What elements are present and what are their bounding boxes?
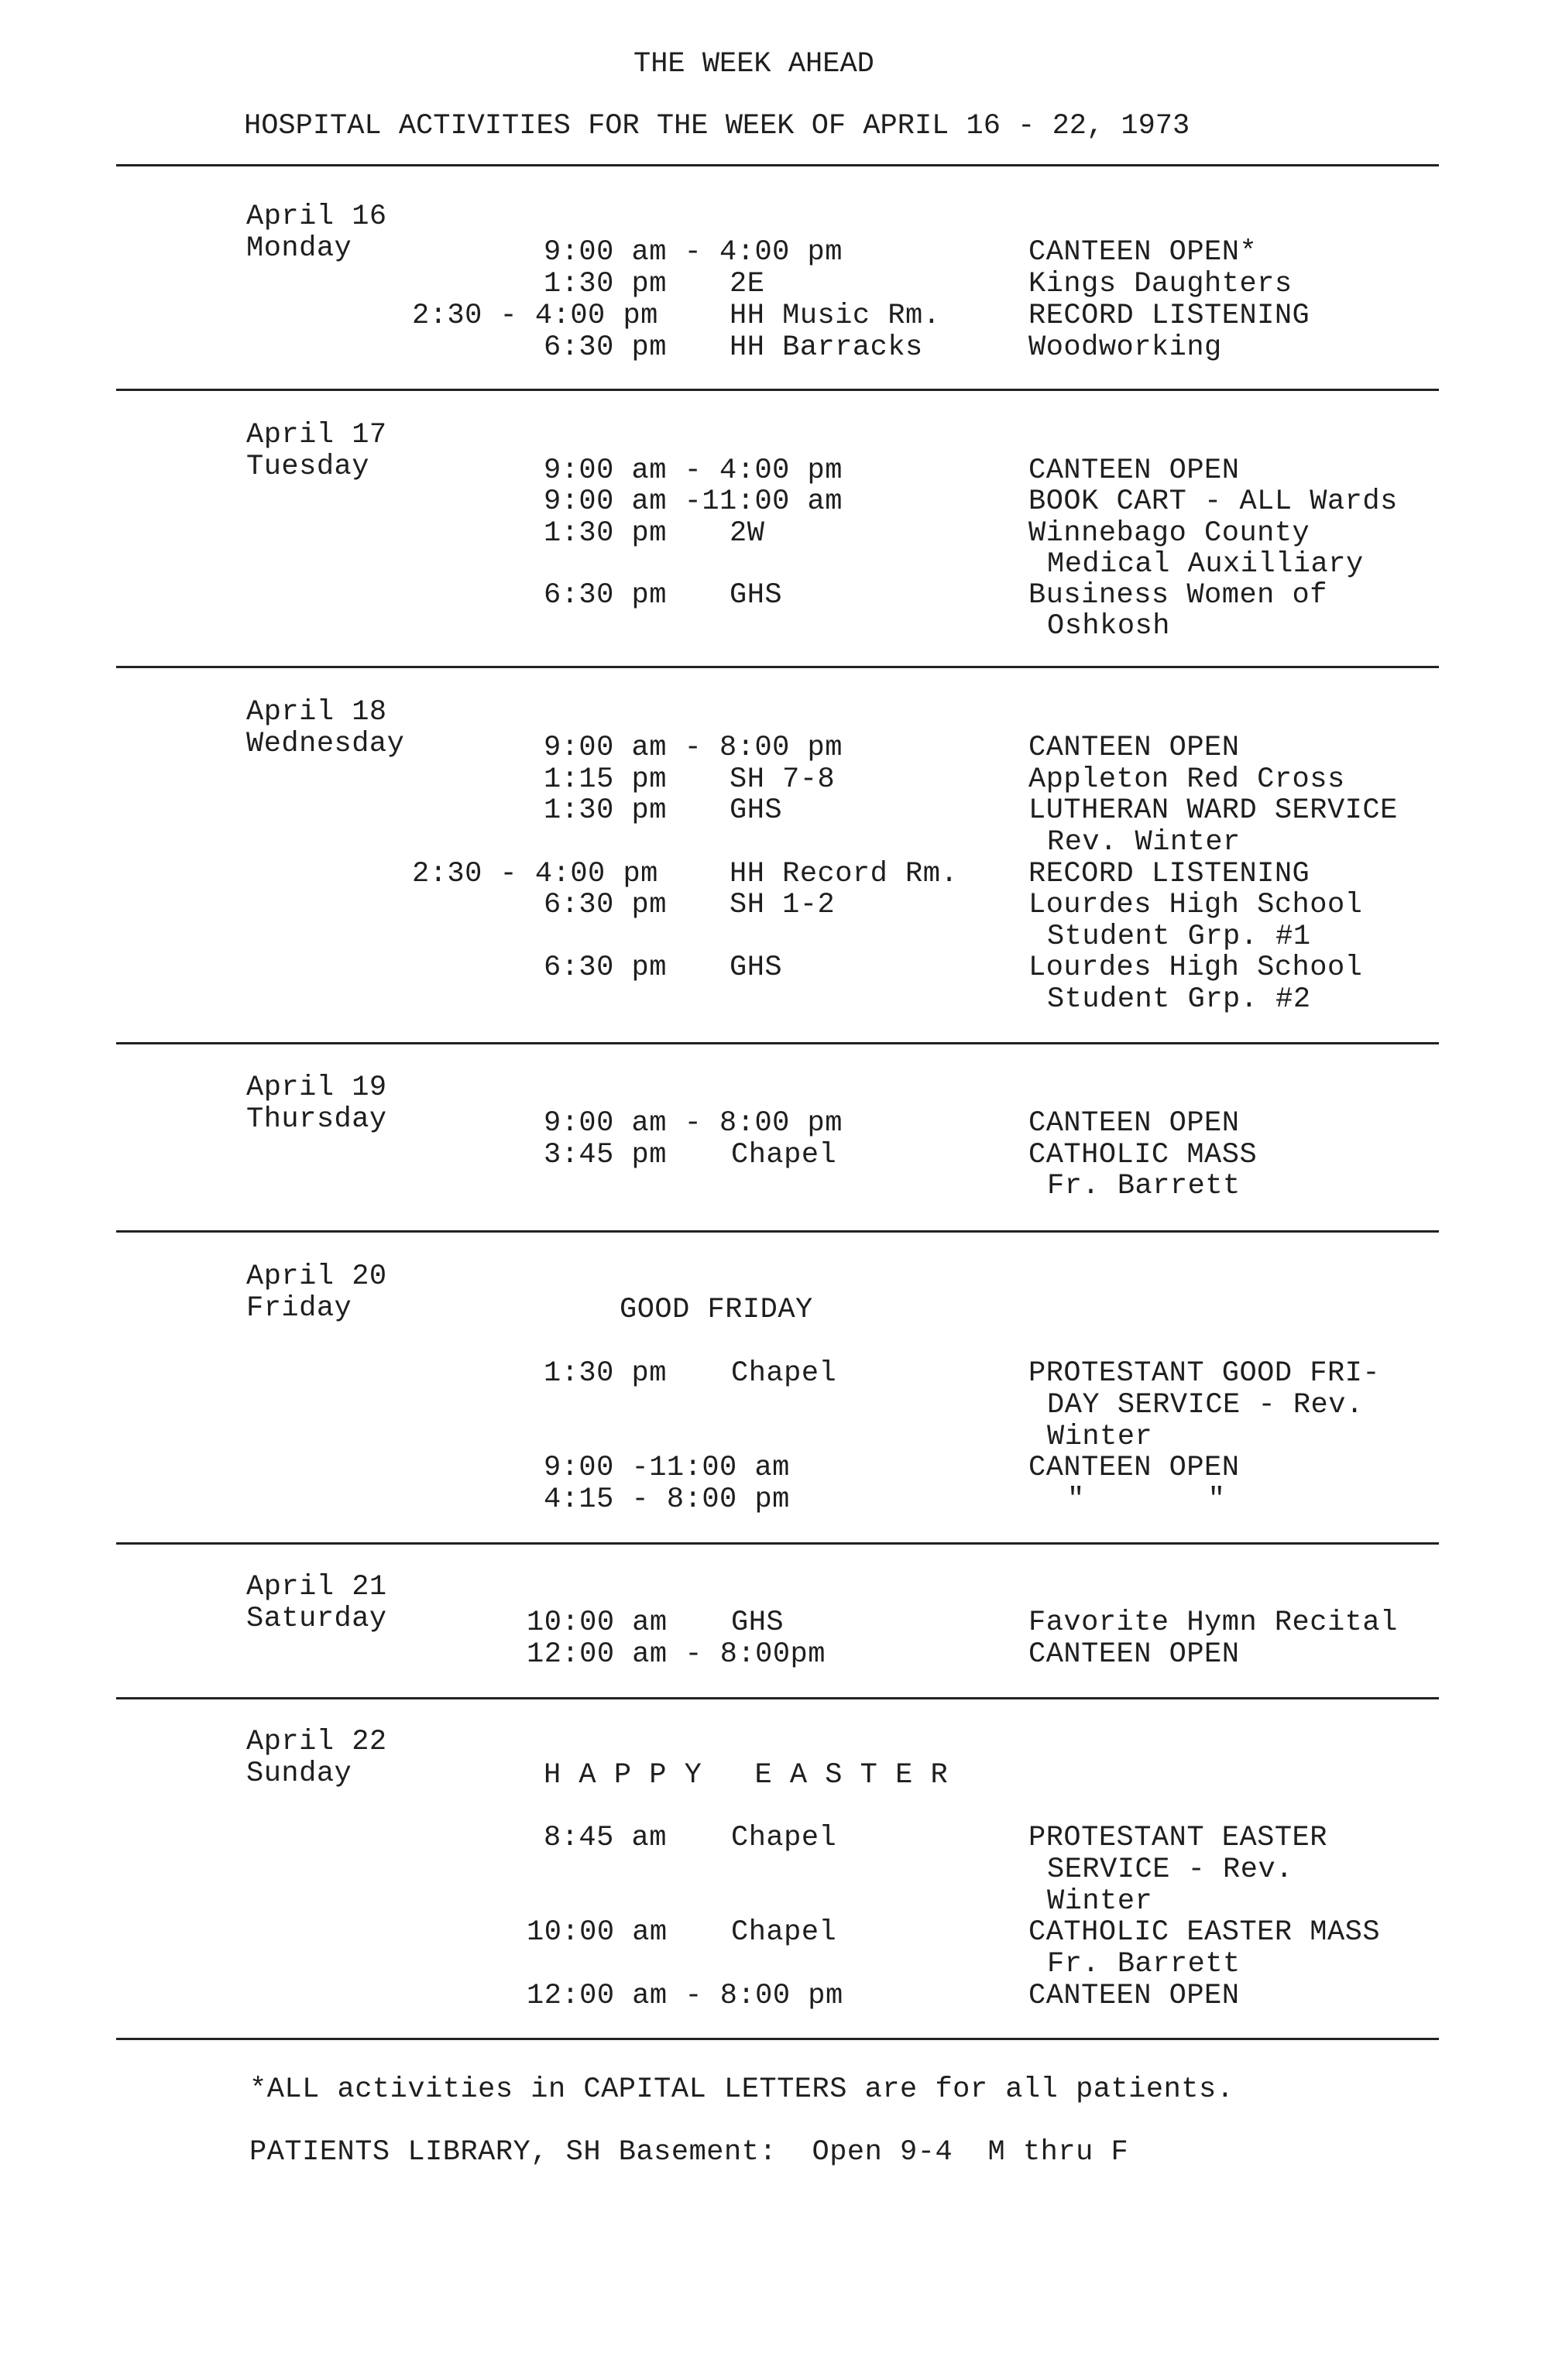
- day-weekday: Wednesday: [246, 728, 405, 760]
- entry-place: HH Music Rm.: [730, 300, 941, 332]
- day-weekday: Tuesday: [246, 451, 369, 483]
- entry-activity-cont: Winter: [1047, 1885, 1153, 1918]
- entry-time: 1:30 pm: [544, 1357, 667, 1390]
- library-hours: PATIENTS LIBRARY, SH Basement: Open 9-4 M thru F: [249, 2136, 1129, 2169]
- entry-place: SH 7-8: [730, 763, 836, 796]
- day-date: April 17: [246, 419, 387, 451]
- divider: [116, 666, 1439, 668]
- entry-activity: CATHOLIC EASTER MASS: [1028, 1916, 1381, 1949]
- day-heading: H A P P Y E A S T E R: [544, 1759, 949, 1792]
- entry-time: 9:00 -11:00 am: [544, 1452, 790, 1484]
- entry-activity: RECORD LISTENING: [1028, 858, 1310, 890]
- day-weekday: Thursday: [246, 1103, 387, 1136]
- divider: [116, 1042, 1439, 1044]
- entry-place: HH Record Rm.: [730, 858, 959, 890]
- entry-place: Chapel: [731, 1822, 837, 1854]
- page-title: THE WEEK AHEAD: [633, 48, 874, 81]
- footnote: *ALL activities in CAPITAL LETTERS are for all patients.: [249, 2073, 1234, 2106]
- entry-time: 1:30 pm: [544, 268, 667, 300]
- entry-activity: CANTEEN OPEN: [1028, 454, 1240, 487]
- day-date: April 16: [246, 201, 387, 233]
- entry-activity-cont: Student Grp. #1: [1047, 921, 1311, 953]
- entry-activity: CANTEEN OPEN*: [1028, 236, 1258, 269]
- entry-activity-cont: Rev. Winter: [1047, 826, 1241, 859]
- entry-time: 4:15 - 8:00 pm: [544, 1483, 790, 1516]
- entry-time: 2:30 - 4:00 pm: [412, 858, 658, 890]
- entry-activity: PROTESTANT GOOD FRI-: [1028, 1357, 1381, 1390]
- divider: [116, 164, 1439, 166]
- day-heading: GOOD FRIDAY: [620, 1294, 813, 1326]
- entry-activity: Winnebago County: [1028, 517, 1310, 550]
- entry-time: 12:00 am - 8:00pm: [527, 1638, 826, 1671]
- entry-time: 9:00 am - 8:00 pm: [544, 732, 843, 764]
- entry-activity: CATHOLIC MASS: [1028, 1139, 1258, 1171]
- entry-place: 2W: [730, 517, 765, 550]
- entry-activity-cont: Medical Auxilliary: [1047, 548, 1364, 581]
- entry-time: 2:30 - 4:00 pm: [412, 300, 658, 332]
- entry-time: 10:00 am: [527, 1607, 668, 1639]
- entry-activity-cont: Fr. Barrett: [1047, 1948, 1241, 1980]
- entry-activity-cont: Student Grp. #2: [1047, 983, 1311, 1016]
- entry-place: Chapel: [731, 1139, 837, 1171]
- entry-time: 6:30 pm: [544, 889, 667, 921]
- entry-activity-cont: Fr. Barrett: [1047, 1170, 1241, 1202]
- divider: [116, 1697, 1439, 1699]
- day-weekday: Monday: [246, 232, 352, 265]
- entry-activity: CANTEEN OPEN: [1028, 1107, 1240, 1140]
- entry-time: 8:45 am: [544, 1822, 667, 1854]
- divider: [116, 2038, 1439, 2040]
- entry-activity: CANTEEN OPEN: [1028, 1980, 1240, 2012]
- entry-time: 9:00 am - 8:00 pm: [544, 1107, 843, 1140]
- day-weekday: Friday: [246, 1292, 352, 1325]
- day-date: April 18: [246, 696, 387, 729]
- entry-activity: RECORD LISTENING: [1028, 300, 1310, 332]
- entry-place: 2E: [730, 268, 765, 300]
- entry-time: 1:15 pm: [544, 763, 667, 796]
- entry-time: 6:30 pm: [544, 579, 667, 612]
- entry-time: 12:00 am - 8:00 pm: [527, 1980, 843, 2012]
- entry-activity: Lourdes High School: [1028, 952, 1363, 984]
- entry-activity-cont: DAY SERVICE - Rev.: [1047, 1389, 1364, 1421]
- entry-time: 9:00 am - 4:00 pm: [544, 236, 843, 269]
- entry-activity: Woodworking: [1028, 331, 1222, 364]
- entry-place: Chapel: [731, 1357, 837, 1390]
- entry-time: 9:00 am -11:00 am: [544, 485, 843, 518]
- entry-activity-cont: Oshkosh: [1047, 610, 1170, 643]
- entry-activity: Lourdes High School: [1028, 889, 1363, 921]
- entry-activity: Favorite Hymn Recital: [1028, 1607, 1398, 1639]
- day-date: April 20: [246, 1260, 387, 1293]
- entry-place: GHS: [731, 1607, 785, 1639]
- entry-activity-cont: Winter: [1047, 1421, 1153, 1453]
- day-weekday: Sunday: [246, 1758, 352, 1790]
- entry-activity: CANTEEN OPEN: [1028, 1452, 1240, 1484]
- entry-place: SH 1-2: [730, 889, 836, 921]
- entry-time: 9:00 am - 4:00 pm: [544, 454, 843, 487]
- entry-activity: Appleton Red Cross: [1028, 763, 1345, 796]
- entry-activity: CANTEEN OPEN: [1028, 1638, 1240, 1671]
- day-date: April 19: [246, 1072, 387, 1104]
- ditto-mark: " ": [1067, 1483, 1226, 1516]
- entry-activity: Business Women of: [1028, 579, 1327, 612]
- entry-activity: BOOK CART - ALL Wards: [1028, 485, 1398, 518]
- page-subtitle: HOSPITAL ACTIVITIES FOR THE WEEK OF APRIL 16 - 22, 1973: [244, 110, 1190, 142]
- divider: [116, 1542, 1439, 1545]
- entry-place: GHS: [730, 794, 783, 827]
- entry-time: 1:30 pm: [544, 517, 667, 550]
- entry-activity-cont: SERVICE - Rev.: [1047, 1854, 1293, 1886]
- divider: [116, 389, 1439, 391]
- entry-activity: CANTEEN OPEN: [1028, 732, 1240, 764]
- entry-place: GHS: [730, 579, 783, 612]
- entry-place: HH Barracks: [730, 331, 923, 364]
- entry-time: 10:00 am: [527, 1916, 668, 1949]
- entry-time: 1:30 pm: [544, 794, 667, 827]
- entry-time: 6:30 pm: [544, 952, 667, 984]
- entry-activity: LUTHERAN WARD SERVICE: [1028, 794, 1398, 827]
- entry-place: Chapel: [731, 1916, 837, 1949]
- day-date: April 21: [246, 1571, 387, 1603]
- day-date: April 22: [246, 1726, 387, 1758]
- divider: [116, 1230, 1439, 1233]
- day-weekday: Saturday: [246, 1603, 387, 1635]
- entry-time: 6:30 pm: [544, 331, 667, 364]
- entry-activity: PROTESTANT EASTER: [1028, 1822, 1327, 1854]
- entry-time: 3:45 pm: [544, 1139, 667, 1171]
- entry-activity: Kings Daughters: [1028, 268, 1293, 300]
- entry-place: GHS: [730, 952, 783, 984]
